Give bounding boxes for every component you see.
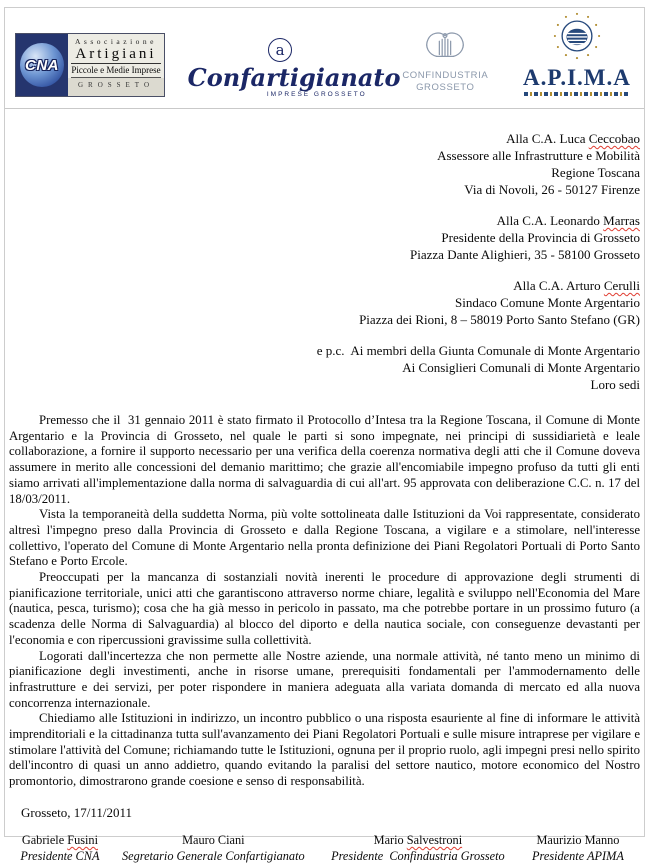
recipient-prefix: Alla C.A. Luca bbox=[506, 131, 589, 146]
recipient-block-cerulli bbox=[9, 277, 640, 328]
apima-tagline-strip bbox=[524, 92, 630, 96]
recipient-name: Ceccobao bbox=[588, 131, 640, 146]
cna-globe-icon bbox=[16, 34, 68, 96]
recipient-to-line bbox=[9, 130, 640, 147]
recipient-name: Cerulli bbox=[603, 278, 640, 293]
signature-confindustria bbox=[318, 832, 518, 864]
cc-line: e p.c. Ai membri della Giunta Comunale di Monte Argentario bbox=[316, 343, 640, 358]
signatory-name: Maurizio Manno bbox=[536, 832, 620, 847]
recipient-org: Regione Toscana bbox=[551, 165, 640, 180]
letter-body bbox=[9, 413, 640, 790]
confartigianato-wordmark: Confartigianato bbox=[187, 63, 401, 92]
signatory-title: Presidente APIMA bbox=[532, 848, 624, 863]
signature-row bbox=[9, 832, 640, 864]
apima-logo bbox=[518, 12, 636, 96]
confindustria-logo bbox=[395, 30, 495, 94]
signatory-title: Presidente Confindustria Grosseto bbox=[331, 848, 505, 863]
letterhead bbox=[5, 8, 644, 109]
recipient-role: Sindaco Comune Monte Argentario bbox=[455, 295, 640, 310]
signatory-name: Mauro Ciani bbox=[182, 832, 245, 847]
signature-apima bbox=[518, 832, 638, 864]
apima-wordmark: A.P.I.M.A bbox=[523, 65, 631, 90]
recipient-prefix: Alla C.A. Arturo bbox=[513, 278, 604, 293]
recipient-address: Via di Novoli, 26 - 50127 Firenze bbox=[464, 182, 640, 197]
confindustria-label: CONFINDUSTRIA bbox=[402, 70, 489, 81]
cna-grosseto-label: GROSSETO bbox=[68, 78, 164, 96]
signatory-name: Mario Salvestroni bbox=[373, 832, 463, 847]
signatory-name: Gabriele Fusini bbox=[21, 832, 98, 847]
cna-logo-text bbox=[68, 34, 164, 96]
signatory-title: Presidente CNA bbox=[20, 848, 100, 863]
cna-abbr: CNA bbox=[25, 56, 59, 74]
cna-logo bbox=[15, 33, 165, 97]
cna-associazione-label: Associazione bbox=[75, 37, 157, 46]
cc-block bbox=[9, 342, 640, 393]
cna-imprese-label: Piccole e Medie Imprese bbox=[71, 65, 161, 78]
cna-artigiani-label: Artigiani bbox=[71, 46, 161, 64]
signatory-title: Segretario Generale Confartigianato bbox=[122, 848, 305, 863]
recipient-prefix: Alla C.A. Leonardo bbox=[496, 213, 604, 228]
confindustria-eagle-icon bbox=[419, 30, 471, 62]
recipient-role: Assessore alle Infrastrutture e Mobilità bbox=[437, 148, 640, 163]
signature-cna bbox=[11, 832, 109, 864]
apima-emblem-icon bbox=[553, 12, 601, 60]
recipient-to-line bbox=[9, 212, 640, 229]
letter-content bbox=[5, 110, 644, 864]
recipient-address: Piazza Dante Alighieri, 35 - 58100 Grosseto bbox=[410, 247, 640, 262]
paragraph-vista: Vista la temporaneità della suddetta Norma, più volte sottolineata dalle Istituzioni da Voi rappresentate, considerato altresì l'impegno preso dalla Provincia di Grosseto e dalla Regione Toscana, a vigilare e a stimolare, nell'interesse collettivo, l'operato del Comune di Monte Argentario nella pronta definizione dei Piani Regolatori Portuali di Porto Santo Stefano e Porto Ercole. bbox=[9, 507, 640, 569]
paragraph-preoccupati: Preoccupati per la mancanza di sostanziali novità inerenti le procedure di approvazione degli strumenti di pianificazione territoriale, unici atti che garantiscono attraverso norme chiare, legalità e sviluppo nell'Economia del Mare (nautica, pesca, turismo); cosa che ha già messo in pericolo in passato, ma che potrebbe portare in un prossimo futuro (a scadenza delle Norma di Salvaguardia) al blocco del diporto e della nautica sociale, con conseguenze devastanti per l'economia e con ripercussioni gravissime sulla collettività. bbox=[9, 570, 640, 647]
cc-line: Ai Consiglieri Comunali di Monte Argentario bbox=[402, 360, 640, 375]
recipient-to-line bbox=[9, 277, 640, 294]
recipient-block-marras bbox=[9, 212, 640, 263]
confindustria-grosseto-label: GROSSETO bbox=[416, 82, 475, 93]
paragraph-logorati: Logorati dall'incertezza che non permette alle Nostre aziende, una normale attività, né tanto meno un minimo di pianificazione degli investimenti, anche in risorse umane, prerequisiti fondamentali per l'ammodernamento delle infrastrutture e dei servizi, per poter rispondere in maniera adeguata alla variata domanda di mercato ed alla nuova concorrenza internazionale. bbox=[9, 648, 640, 710]
recipient-name: Marras bbox=[603, 213, 640, 228]
paragraph-premesso: Premesso che il 31 gennaio 2011 è stato firmato il Protocollo d’Intesa tra la Regione Toscana, il Comune di Monte Argentario e la Provincia di Grosseto, nel quale le parti si sono impegnate, nei principi di sussidiarietà e leale collaborazione, a fornire il supporto necessario per una verifica della coerenza normativa degli atti che il Comune doveva assumere in merito alle concessioni del demanio marittimo; che grazie all'encomiabile impegno profuso da tutti gli enti siamo arrivati all'implementazione dalla norma di salvaguardia di cui all'art. 95 approvata con deliberazione C.C. n. 17 del 18/03/2011. bbox=[9, 413, 640, 506]
recipient-block-ceccobao bbox=[9, 130, 640, 198]
signature-confartigianato bbox=[109, 832, 318, 864]
date-place-line: Grosseto, 17/11/2011 bbox=[21, 804, 132, 820]
confartigianato-logo bbox=[187, 38, 401, 98]
cc-line: Loro sedi bbox=[590, 377, 640, 392]
confartigianato-a-icon: a bbox=[268, 38, 292, 62]
confartigianato-subtitle: IMPRESE GROSSETO bbox=[266, 91, 367, 98]
recipient-address: Piazza dei Rioni, 8 – 58019 Porto Santo Stefano (GR) bbox=[359, 312, 640, 327]
recipient-role: Presidente della Provincia di Grosseto bbox=[441, 230, 640, 245]
paragraph-chiediamo: Chiediamo alle Istituzioni in indirizzo, un incontro pubblico o una risposta esauriente al fine di informare le attività imprenditoriali e la cittadinanza tutta sull'avanzamento dei Piani Regolatori Portuali e sulle misure intraprese per vigilare e stimolare l'attività del Comune; richiamando tutte le Istituzioni, ognuna per il proprio ruolo, agli impegni presi nello spirito dell'incontro di quasi un anno addietro, quando evitando la paralisi del settore nautico, motore economico del Nostro promontorio, dimostrarono grande coesione e senso di responsabilità. bbox=[9, 711, 640, 789]
